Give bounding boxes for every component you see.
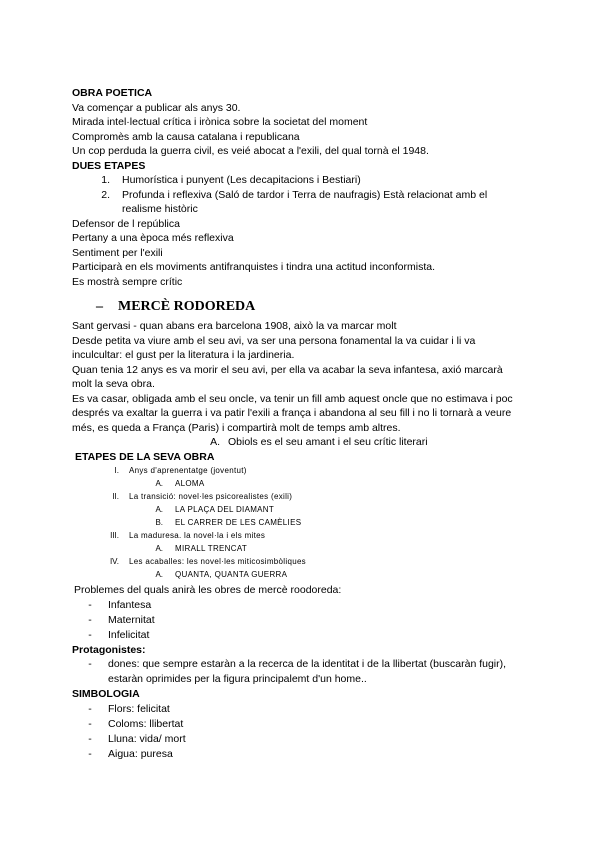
- text-line: Pertany a una època més reflexiva: [72, 232, 234, 244]
- list-text: Coloms: llibertat: [108, 717, 184, 730]
- work-letter: A.: [155, 505, 163, 514]
- list-text: Humorística i punyent (Les decapitacions i Bestiari): [122, 174, 361, 186]
- section-title-dues-etapes: DUES ETAPES: [72, 159, 146, 172]
- stage-item: [72, 555, 532, 568]
- item-text: Obiols es el seu amant i el seu crític literari: [228, 436, 428, 448]
- list-item: [72, 717, 532, 732]
- text-line: Sentiment per l'exili: [72, 246, 163, 259]
- heading-text: MERCÈ RODOREDA: [118, 299, 256, 314]
- list-text: Profunda i reflexiva (Saló de tardor i Terra de naufragis) Està relacionat amb el realisme històric: [122, 188, 488, 215]
- list-text: Aigua: puresa: [108, 747, 173, 760]
- list-number: 1.: [101, 174, 110, 186]
- work-title: ALOMA: [175, 479, 205, 488]
- work-item: [106, 568, 532, 581]
- paragraph: Sant gervasi - quan abans era barcelona 1908, això la va marcar molt: [72, 320, 397, 332]
- stage-item: [72, 529, 532, 542]
- list-number: 2.: [101, 188, 110, 201]
- list-item: [72, 188, 532, 217]
- text-line: Participarà en els moviments antifranquistes i tindra una actitud inconformista.: [72, 261, 436, 273]
- item-letter: A.: [210, 436, 220, 448]
- work-item: [106, 503, 532, 516]
- section-title-etapes: ETAPES DE LA SEVA OBRA: [75, 450, 215, 463]
- stage-item: [72, 490, 532, 503]
- paragraph: Quan tenia 12 anys es va morir el seu avi, per ella va acabar la seva infantesa, axió marcarà molt la seva obra.: [72, 363, 503, 390]
- list-text: Maternitat: [108, 613, 155, 626]
- section-title-obra-poetica: OBRA POETICA: [72, 87, 153, 99]
- bullet-dash: -: [88, 747, 92, 760]
- bullet-dash: -: [88, 732, 92, 745]
- work-title: LA PLAÇA DEL DIAMANT: [175, 505, 275, 514]
- work-title: QUANTA, QUANTA GUERRA: [175, 570, 288, 579]
- text-line: Es mostrà sempre crític: [72, 275, 183, 288]
- list-item: [72, 747, 532, 762]
- work-letter: A.: [155, 479, 163, 488]
- heading-dash: –: [96, 299, 103, 314]
- problems-intro: Problemes del quals anirà les obres de mercè roodoreda:: [74, 584, 342, 596]
- bullet-dash: -: [88, 598, 92, 611]
- stage-number: III.: [110, 531, 119, 540]
- text-line: Defensor de l república: [72, 217, 180, 230]
- list-item: [72, 613, 532, 628]
- paragraph: Desde petita va viure amb el seu avi, va ser una persona fonamental la va cuidar i li va inculcultar: el gust per la literatura i la jardineria.: [72, 334, 476, 361]
- stage-text: La maduresa. la novel·la i els mites: [129, 531, 266, 540]
- heading-merce-rodoreda: [96, 299, 532, 315]
- bullet-dash: -: [88, 628, 92, 641]
- work-item: [106, 477, 532, 490]
- list-item: [72, 702, 532, 717]
- section-title-protagonistes: Protagonistes:: [72, 643, 146, 656]
- bullet-dash: -: [88, 702, 92, 715]
- work-letter: B.: [155, 518, 163, 527]
- list-item: [72, 628, 532, 643]
- list-item: [72, 657, 532, 687]
- list-text: Infantesa: [108, 598, 152, 611]
- paragraph: Es va casar, obligada amb el seu oncle, va tenir un fill amb aquest oncle que no estimava i poc després va exaltar la guerra i va patir l'exili a frança i abandona al seu fill i no li tornarà a veure més, es queda a França (Paris) i compartirà molt de temps amb altres.: [72, 392, 513, 434]
- work-title: MIRALL TRENCAT: [175, 544, 248, 553]
- work-title: EL CARRER DE LES CAMÈLIES: [175, 518, 302, 527]
- stage-text: La transició: novel·les psicorealistes (exili): [129, 492, 293, 501]
- stage-item: [72, 464, 532, 477]
- text-line: Va començar a publicar als anys 30.: [72, 101, 241, 114]
- bullet-dash: -: [88, 717, 92, 730]
- stage-number: IV.: [109, 557, 119, 566]
- list-item: [72, 732, 532, 747]
- work-item: [106, 542, 532, 555]
- stage-text: Anys d'aprenentatge (joventut): [129, 466, 247, 475]
- numbered-list: [72, 173, 532, 217]
- work-item: [106, 516, 532, 529]
- text-line: Un cop perduda la guerra civil, es veié abocat a l'exili, del qual tornà el 1948.: [72, 145, 429, 157]
- list-text: Flors: felicitat: [108, 702, 170, 715]
- list-item: [72, 173, 532, 188]
- text-line: Compromès amb la causa catalana i republicana: [72, 130, 300, 143]
- list-text: Infelicitat: [108, 628, 150, 641]
- section-title-simbologia: SIMBOLOGIA: [72, 688, 140, 700]
- work-letter: A.: [155, 570, 163, 579]
- text-line: Mirada intel·lectual crítica i irònica sobre la societat del moment: [72, 116, 368, 128]
- stages-list: [72, 464, 532, 581]
- stage-number: II.: [112, 492, 119, 501]
- list-item: [72, 598, 532, 613]
- stage-text: Les acaballes: les novel·les miticosimbòliques: [129, 557, 306, 566]
- bullet-dash: -: [88, 613, 92, 626]
- work-letter: A.: [155, 544, 163, 553]
- document-page: [72, 86, 532, 762]
- list-text: dones: que sempre estaràn a la recerca de la identitat i de la llibertat (buscaràn fugir), estaràn oprimides per la figura principalemt d'un home..: [108, 658, 507, 685]
- bullet-dash: -: [88, 658, 92, 670]
- lettered-item: [72, 435, 532, 450]
- list-text: Lluna: vida/ mort: [108, 732, 186, 745]
- stage-number: I.: [114, 466, 119, 475]
